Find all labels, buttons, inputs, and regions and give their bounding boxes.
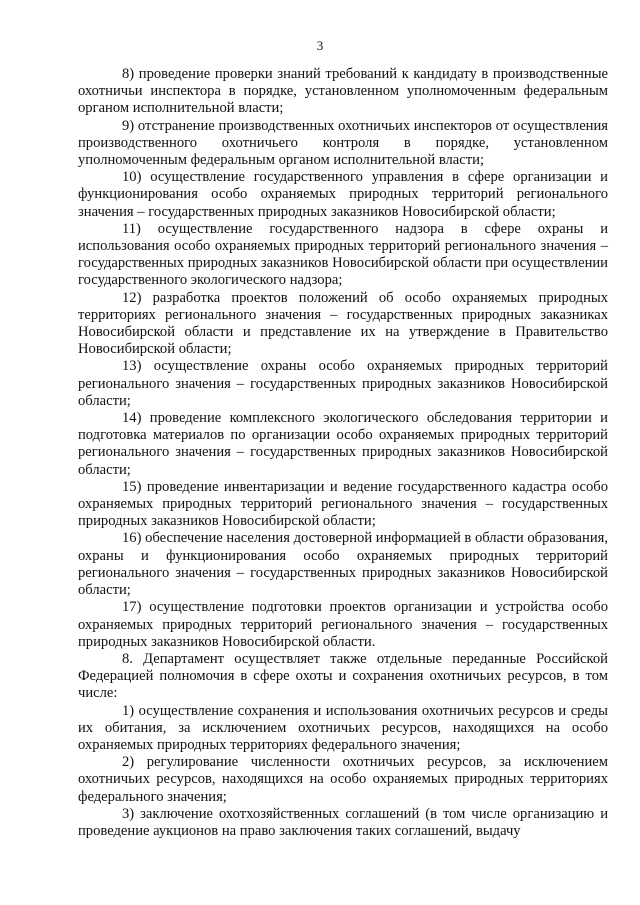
paragraph-item-13: 13) осуществление охраны особо охраняемых природных территорий регионального значения – государственных природных заказников Новосибирской области; — [78, 358, 608, 409]
document-body — [78, 66, 608, 840]
paragraph-item-14: 14) проведение комплексного экологического обследования территории и подготовка материалов по организации особо охраняемых природных территорий регионального значения – государственных природных заказников Новосибирской области; — [78, 410, 608, 478]
paragraph-subitem-2: 2) регулирование численности охотничьих ресурсов, за исключением охотничьих ресурсов, находящихся на особо охраняемых природных территориях федерального значения; — [78, 754, 608, 805]
paragraph-item-9: 9) отстранение производственных охотничьих инспекторов от осуществления производственного охотничьего контроля в порядке, установленном уполномоченным федеральным органом исполнительной власти; — [78, 117, 608, 169]
paragraph-item-11: 11) осуществление государственного надзора в сфере охраны и использования особо охраняемых природных территорий регионального значения – государственных природных заказников Новосибирской области при осуществлении государственного экологического надзора; — [78, 220, 608, 289]
paragraph-subitem-1: 1) осуществление сохранения и использования охотничьих ресурсов и среды их обитания, за исключением охотничьих ресурсов, находящихся на особо охраняемых природных территориях федерального значения; — [78, 702, 608, 753]
paragraph-item-10: 10) осуществление государственного управления в сфере организации и функционирования особо охраняемых природных территорий регионального значения – государственных природных заказников Новосибирской области; — [78, 169, 608, 220]
paragraph-item-15: 15) проведение инвентаризации и ведение государственного кадастра особо охраняемых природных территорий регионального значения – государственных природных заказников Новосибирской области; — [78, 478, 608, 530]
section-8-paragraph: 8. Департамент осуществляет также отдельные переданные Российской Федерацией полномочия в сфере охоты и сохранения охотничьих ресурсов, в том числе: — [78, 650, 608, 702]
paragraph-subitem-3: 3) заключение охотхозяйственных соглашений (в том числе организацию и проведение аукционов на право заключения таких соглашений, выдачу — [78, 805, 608, 839]
paragraph-item-8: 8) проведение проверки знаний требований к кандидату в производственные охотничьи инспектора в порядке, установленном уполномоченным федеральным органом исполнительной власти; — [78, 66, 608, 117]
paragraph-item-12: 12) разработка проектов положений об особо охраняемых природных территориях регионального значения – государственных природных заказниках Новосибирской области и представление их на утверждение в Правительство Новосибирской области; — [78, 289, 608, 358]
paragraph-item-16: 16) обеспечение населения достоверной информацией в области образования, охраны и функционирования особо охраняемых природных территорий регионального значения – государственных природных заказников Новосибирской области; — [78, 530, 609, 599]
page-number: 3 — [316, 38, 324, 53]
paragraph-item-17: 17) осуществление подготовки проектов организации и устройства особо охраняемых природных территорий регионального значения – государственных природных заказников Новосибирской области. — [78, 599, 608, 650]
